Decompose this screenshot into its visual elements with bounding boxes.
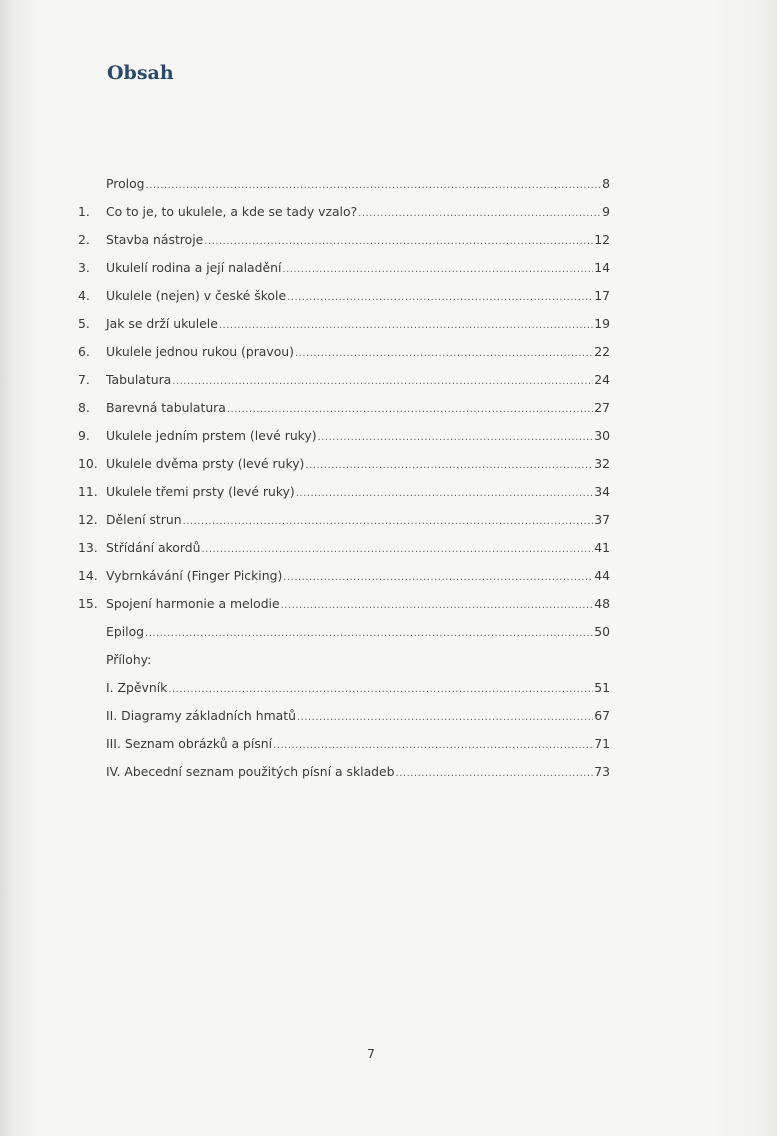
toc-entry-page: 67	[594, 708, 610, 723]
toc-entry-title: Ukulele dvěma prsty (levé ruky)	[106, 456, 305, 471]
toc-entry-number: 11.	[78, 484, 98, 499]
toc-entry-page: 14	[594, 260, 610, 275]
toc-entry-title: IV. Abecední seznam použitých písní a skladeb	[106, 764, 395, 779]
toc-leader-dots	[219, 312, 593, 340]
toc-entry-title: III. Seznam obrázků a písní	[106, 736, 273, 751]
toc-entry	[78, 282, 610, 310]
toc-entry-number: 13.	[78, 540, 98, 555]
toc-entry-page: 22	[594, 344, 610, 359]
toc-entry	[78, 226, 610, 254]
toc-entry	[78, 674, 610, 702]
toc-leader-dots	[183, 508, 594, 536]
toc-entry-page: 44	[594, 568, 610, 583]
toc-leader-dots	[296, 480, 593, 508]
toc-leader-dots	[282, 256, 593, 284]
toc-entry-title: Střídání akordů	[106, 540, 201, 555]
toc-entry-number: 4.	[78, 288, 90, 303]
toc-entry-number: 10.	[78, 456, 98, 471]
toc-leader-dots	[227, 396, 593, 424]
toc-entry	[78, 534, 610, 562]
toc-entry-page: 27	[594, 400, 610, 415]
toc-entry-page: 30	[594, 428, 610, 443]
toc-entry	[78, 478, 610, 506]
toc-entry	[78, 422, 610, 450]
toc-entry-page: 8	[602, 176, 610, 191]
toc-entry-title: Dělení strun	[106, 512, 182, 527]
toc-entry-title: Ukulele jedním prstem (levé ruky)	[106, 428, 317, 443]
toc-entry	[78, 198, 610, 226]
page-number: 7	[367, 1046, 375, 1061]
toc-entry-title: Přílohy:	[106, 652, 152, 667]
toc-entry-page: 50	[594, 624, 610, 639]
toc-leader-dots	[358, 200, 601, 228]
toc-entry-title: II. Diagramy základních hmatů	[106, 708, 296, 723]
toc-entry-title: Epilog	[106, 624, 145, 639]
toc-leader-dots	[295, 340, 593, 368]
toc-entry	[78, 646, 610, 674]
toc-entry-title: I. Zpěvník	[106, 680, 168, 695]
toc-entry-page: 34	[594, 484, 610, 499]
toc-entry-title: Vybrnkávání (Finger Picking)	[106, 568, 283, 583]
toc-entry-page: 24	[594, 372, 610, 387]
toc-entry-title: Co to je, to ukulele, a kde se tady vzalo?	[106, 204, 358, 219]
toc-entry	[78, 310, 610, 338]
toc-leader-dots	[168, 676, 593, 704]
toc-entry	[78, 450, 610, 478]
toc-entry-title: Tabulatura	[106, 372, 172, 387]
toc-entry-page: 37	[594, 512, 610, 527]
toc-entry	[78, 590, 610, 618]
toc-entry-page: 19	[594, 316, 610, 331]
toc-entry	[78, 394, 610, 422]
toc-entry-number: 8.	[78, 400, 90, 415]
toc-leader-dots	[287, 284, 593, 312]
toc-entry-page: 71	[594, 736, 610, 751]
toc-entry-number: 3.	[78, 260, 90, 275]
toc-entry-page: 9	[602, 204, 610, 219]
toc-entry	[78, 702, 610, 730]
toc-entry-number: 15.	[78, 596, 98, 611]
toc-entry-page: 48	[594, 596, 610, 611]
toc-entry-number: 2.	[78, 232, 90, 247]
toc-entry-title: Jak se drží ukulele	[106, 316, 218, 331]
toc-entry-page: 12	[594, 232, 610, 247]
toc-entry-title: Stavba nástroje	[106, 232, 204, 247]
toc-entry-title: Barevná tabulatura	[106, 400, 226, 415]
toc-entry-page: 51	[594, 680, 610, 695]
toc-entry-number: 14.	[78, 568, 98, 583]
toc-entry-title: Spojení harmonie a melodie	[106, 596, 280, 611]
toc-leader-dots	[283, 564, 593, 592]
toc-entry-title: Ukulele (nejen) v české škole	[106, 288, 287, 303]
toc-entry-page: 17	[594, 288, 610, 303]
toc-entry	[78, 366, 610, 394]
toc-leader-dots	[172, 368, 593, 396]
toc-leader-dots	[145, 620, 593, 648]
toc-entry	[78, 730, 610, 758]
toc-leader-dots	[305, 452, 593, 480]
toc-entry-page: 32	[594, 456, 610, 471]
table-of-contents	[78, 170, 610, 786]
toc-entry-title: Ukulele třemi prsty (levé ruky)	[106, 484, 295, 499]
toc-leader-dots	[297, 704, 593, 732]
toc-leader-dots	[204, 228, 593, 256]
toc-entry-number: 6.	[78, 344, 90, 359]
toc-entry	[78, 254, 610, 282]
toc-entry-number: 5.	[78, 316, 90, 331]
toc-entry-number: 12.	[78, 512, 98, 527]
toc-entry-title: Ukulelí rodina a její naladění	[106, 260, 282, 275]
toc-entry-page: 73	[594, 764, 610, 779]
toc-leader-dots	[396, 760, 594, 788]
toc-entry-page: 41	[594, 540, 610, 555]
toc-entry	[78, 506, 610, 534]
toc-entry	[78, 338, 610, 366]
page-title: Obsah	[107, 62, 174, 84]
toc-entry	[78, 758, 610, 786]
toc-leader-dots	[146, 172, 602, 200]
toc-entry	[78, 170, 610, 198]
toc-entry	[78, 562, 610, 590]
toc-entry	[78, 618, 610, 646]
toc-entry-title: Ukulele jednou rukou (pravou)	[106, 344, 294, 359]
toc-leader-dots	[201, 536, 593, 564]
toc-leader-dots	[318, 424, 594, 452]
toc-entry-title: Prolog	[106, 176, 145, 191]
toc-entry-number: 1.	[78, 204, 90, 219]
toc-entry-number: 9.	[78, 428, 90, 443]
toc-leader-dots	[273, 732, 593, 760]
toc-entry-number: 7.	[78, 372, 90, 387]
toc-leader-dots	[281, 592, 594, 620]
